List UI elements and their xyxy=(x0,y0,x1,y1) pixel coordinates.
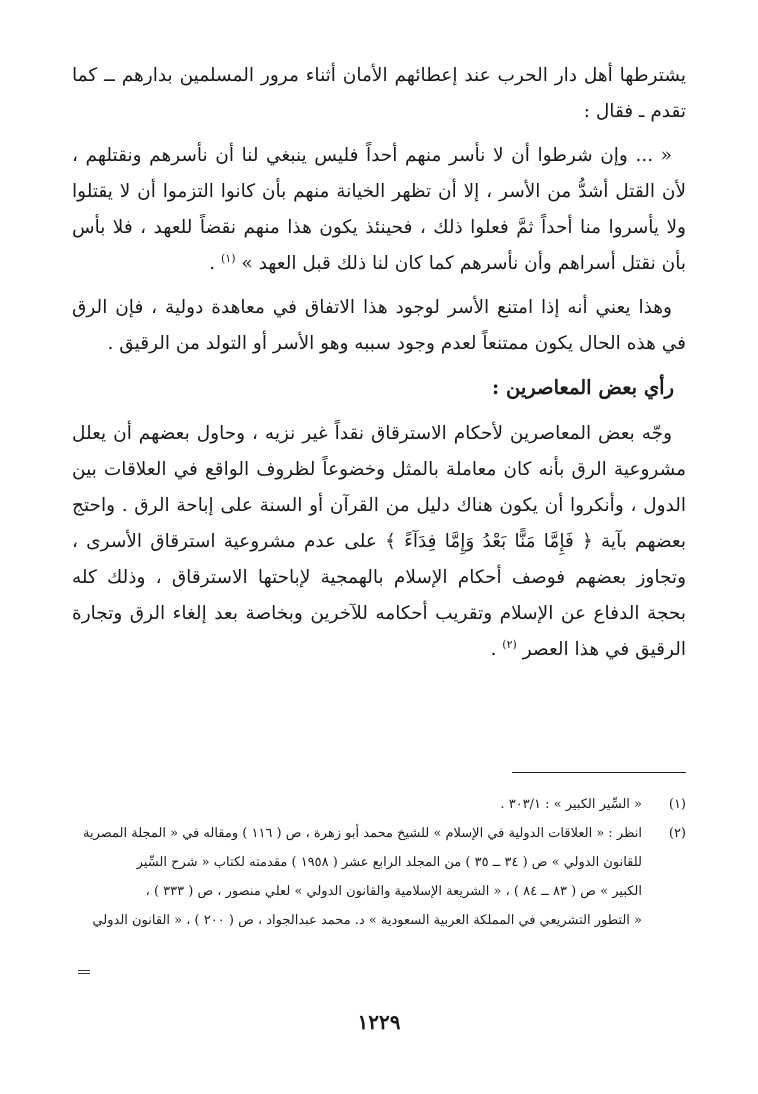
footnote-number: (١) xyxy=(668,797,686,812)
section-heading: رأي بعض المعاصرين : xyxy=(492,376,674,399)
footnote-line: « التطور التشريعي في المملكة العربية السعودية » د. محمد عبدالجواد ، ص ( ٢٠٠ ) ، « القانون الدولي xyxy=(92,913,642,928)
footnote-line: للقانون الدولي » ص ( ٣٤ ــ ٣٥ ) من المجلد الرابع عشر ( ١٩٥٨ ) مقدمته لكتاب « شرح السِّير xyxy=(136,855,642,870)
footnote-line: الكبير » ص ( ٨٣ ــ ٨٤ ) ، « الشريعة الإسلامية والقانون الدولي » لعلي منصور ، ص ( ٣٣٣ ) ، xyxy=(145,884,642,899)
footnote-line: انظر : « العلاقات الدولية في الإسلام » للشيخ محمد أبو زهرة ، ص ( ١١٦ ) ومقاله في « المجلة المصرية xyxy=(83,826,642,841)
continuation-mark xyxy=(78,970,90,976)
footnote-1 xyxy=(80,790,686,819)
footnote-line: « السِّير الكبير » : ٣٠٣/١ . xyxy=(500,797,642,812)
paragraph-2-quote xyxy=(72,138,686,282)
footnote-number: (٢) xyxy=(668,826,686,841)
footnote-ref-1[interactable]: (١) xyxy=(220,251,236,265)
footnote-2 xyxy=(80,819,686,935)
paragraph-4 xyxy=(72,416,686,668)
page-number: ١٢٢٩ xyxy=(357,1010,401,1034)
footnote-separator xyxy=(512,772,686,773)
main-text xyxy=(72,58,686,676)
quote-end: . xyxy=(209,253,221,274)
footnote-ref-2[interactable]: (٢) xyxy=(502,637,517,651)
footnote-text xyxy=(80,819,642,935)
paragraph-1: يشترطها أهل دار الحرب عند إعطائهم الأمان أثناء مرور المسلمين بدارهم ــ كما تقدم ـ فقال : xyxy=(72,65,686,122)
paragraph-4-text: وجّه بعض المعاصرين لأحكام الاسترقاق نقداً غير نزيه ، وحاول بعضهم أن يعلل مشروعية الرق بأنه كان معاملة بالمثل وخضوعاً لظروف الواقع في العلاقات بين الدول ، وأنكروا أن يكون هناك دليل من القرآن أو السنة على إباحة الرق . واحتج بعضهم بآية ﴿ فَإِمَّا مَنًّا بَعْدُ وَإِمَّا فِدَآءً ﴾ على عدم مشروعية استرقاق الأسرى ، وتجاوز بعضهم فوصف أحكام الإسلام بالهمجية لإباحتها الاسترقاق ، وذلك كله بحجة الدفاع عن الإسلام وتقريب أحكامه للآخرين وبخاصة بعد إلغاء الرق وتجارة الرقيق في هذا العصر xyxy=(72,423,686,660)
footnote-text xyxy=(80,790,642,819)
paragraph-4-end: . xyxy=(490,639,503,660)
quote-text: « ... وإن شرطوا أن لا نأسر منهم أحداً فليس ينبغي لنا أن نأسرهم ونقتلهم ، لأن القتل أشدُّ من الأسر ، إلا أن تظهر الخيانة منهم بأن كانوا التزموا أن لا يقتلوا ولا يأسروا منا أحداً ثمَّ فعلوا ذلك ، فحينئذ يكون هذا منهم نقضاً للعهد ، فلا بأس بأن نقتل أسراهم وأن نأسرهم كما كان لنا ذلك قبل العهد » xyxy=(72,145,686,274)
paragraph-3: وهذا يعني أنه إذا امتنع الأسر لوجود هذا الاتفاق في معاهدة دولية ، فإن الرق في هذه الحال يكون ممتنعاً لعدم وجود سببه وهو الأسر أو التولد من الرقيق . xyxy=(72,297,686,354)
footnotes xyxy=(80,790,686,935)
